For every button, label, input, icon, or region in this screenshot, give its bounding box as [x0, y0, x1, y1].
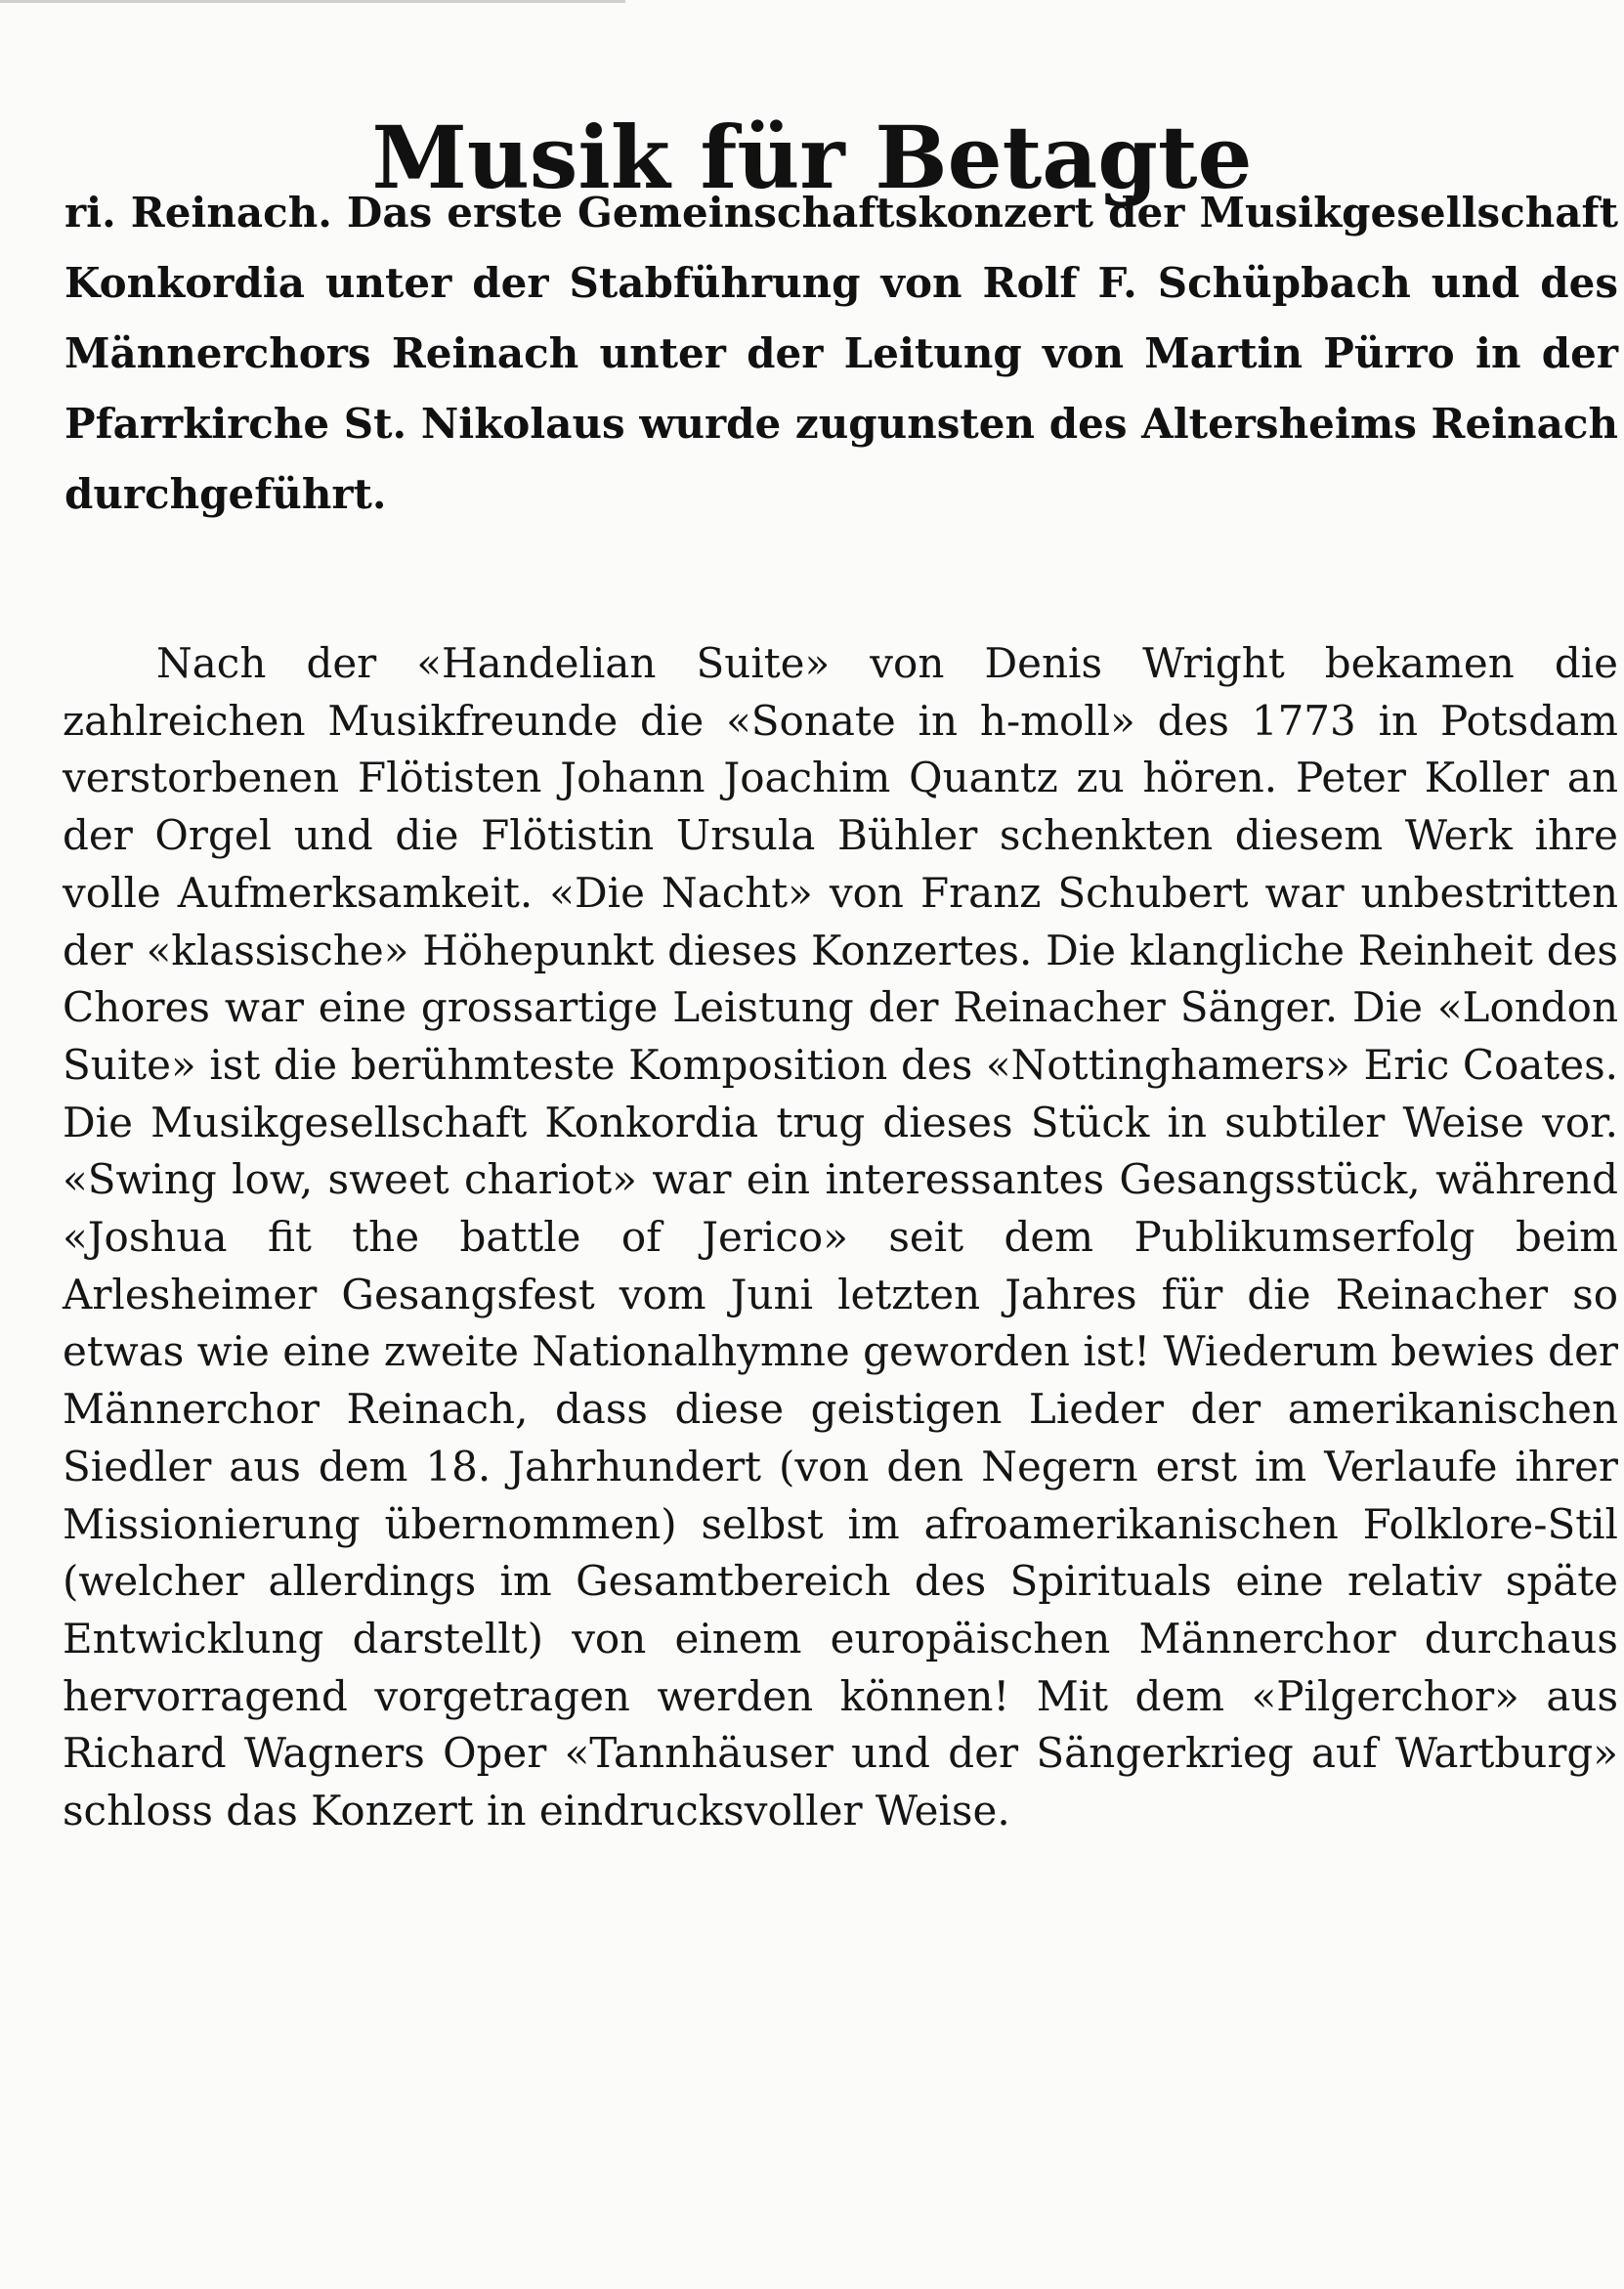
clipping-edge — [0, 0, 625, 3]
article-title: Musik für Betagte — [371, 106, 1253, 208]
article-body: Nach der «Handelian Suite» von Denis Wright bekamen die zahlreichen Musikfreunde die «Sonate in h-moll» des 1773 in Potsdam verstorbenen Flötisten Johann Joachim Quantz zu hören. Peter Koller an der Orgel und die Flötistin Ursula Bühler schenkten diesem Werk ihre volle Aufmerksamkeit. «Die Nacht» von Franz Schubert war unbestritten der «klassische» Höhepunkt dieses Konzertes. Die klangliche Reinheit des Chores war eine grossartige Leistung der Reinacher Sänger. Die «London Suite» ist die berühmteste Komposition des «Nottinghamers» Eric Coates. Die Musikgesellschaft Konkordia trug dieses Stück in subtiler Weise vor. «Swing low, sweet chariot» war ein interessantes Gesangsstück, während «Joshua fit the battle of Jerico» seit dem Publikumserfolg beim Arlesheimer Gesangsfest vom Juni letzten Jahres für die Reinacher so etwas wie eine zweite Nationalhymne geworden ist! Wiederum bewies der Männerchor Reinach, dass diese geistigen Lieder der amerikanischen Siedler aus dem 18. Jahrhundert (von den Negern erst im Verlaufe ihrer Missionierung übernommen) selbst im afroamerikanischen Folklore-Stil (welcher allerdings im Gesamtbereich des Spirituals eine relativ späte Entwicklung darstellt) von einem europäischen Männerchor durchaus hervorragend vorgetragen werden können! Mit dem «Pilgerchor» aus Richard Wagners Oper «Tannhäuser und der Sängerkrieg auf Wartburg» schloss das Konzert in eindrucksvoller Weise. — [63, 639, 1618, 1836]
article-lede: ri. Reinach. Das erste Gemeinschaftskonzert der Musikgesellschaft Konkordia unter der Stabführung von Rolf F. Schüpbach und des Männerchors Reinach unter der Leitung von Martin Pürro in der Pfarrkirche St. Nikolaus wurde zugunsten des Altersheims Reinach durchgeführt. — [64, 189, 1618, 518]
